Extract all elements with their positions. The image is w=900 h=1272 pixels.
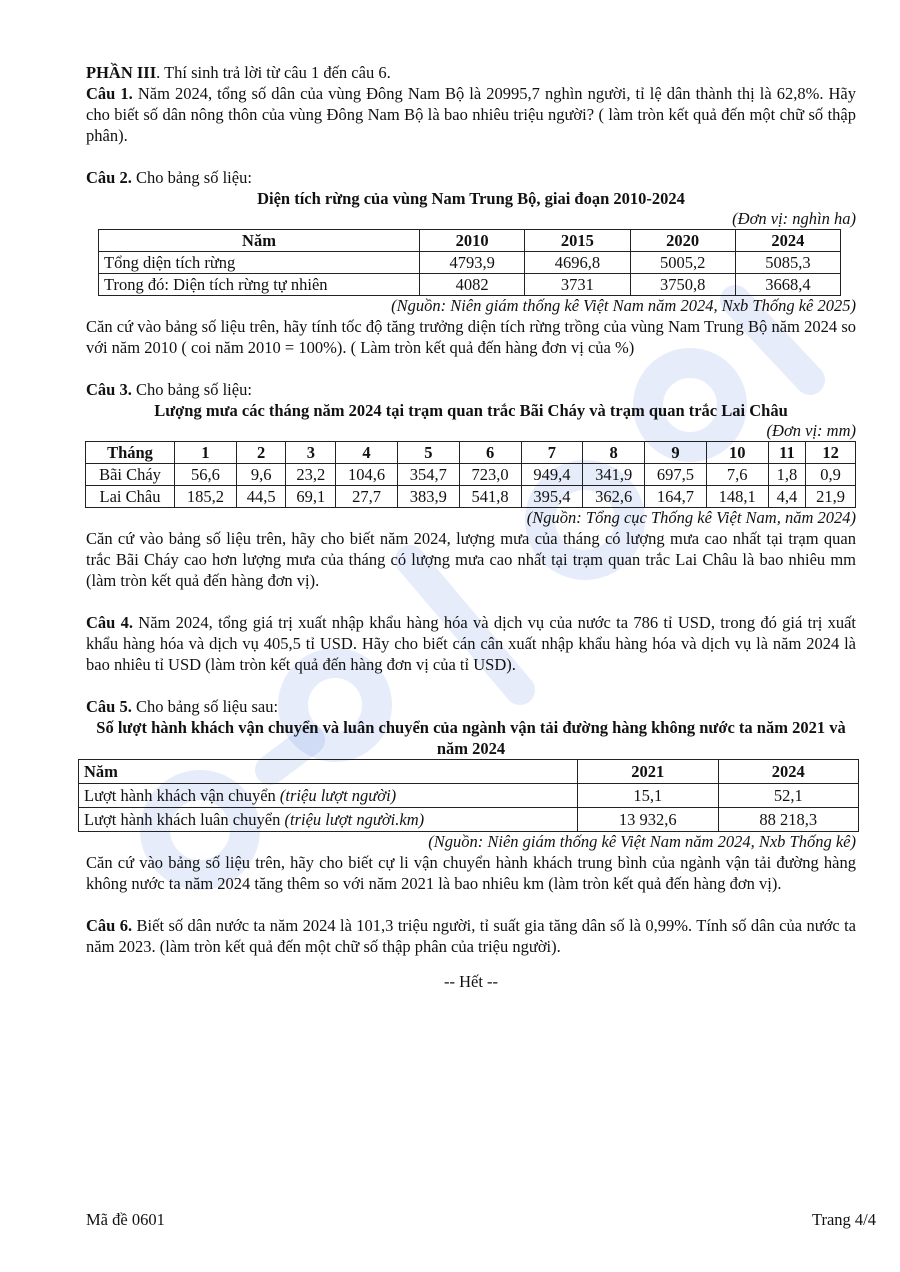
question-6: Câu 6. Biết số dân nước ta năm 2024 là 101,3 triệu người, tỉ suất gia tăng dân số là 0,99%. Tính số dân của nước ta năm 2023. (làm tròn kết quả đến một chữ số thập phân của triệu người). (86, 916, 857, 956)
question-1: Câu 1. Năm 2024, tổng số dân của vùng Đông Nam Bộ là 20995,7 nghìn người, tỉ lệ dân thành thị là 62,8%. Hãy cho biết số dân nông thôn của vùng Đông Nam Bộ là bao nhiêu triệu người? ( làm tròn kết quả đến một chữ số thập phân). (86, 84, 857, 145)
section-heading: PHẦN III. Thí sinh trả lời từ câu 1 đến câu 6. (86, 63, 391, 82)
table-2-unit: (Đơn vị: nghìn ha) (732, 209, 856, 228)
question-3-text: Căn cứ vào bảng số liệu trên, hãy cho biết năm 2024, lượng mưa của tháng có lượng mưa cao nhất tại trạm quan trắc Bãi Cháy cao hơn lượng mưa của tháng có lượng mưa cao nhất tại trạm quan trắc Lai Châu là bao nhiêu mm (làm tròn kết quả đến hàng đơn vị). (86, 529, 856, 590)
question-5-text: Căn cứ vào bảng số liệu trên, hãy cho biết cự li vận chuyển hành khách trung bình của ngành vận tải đường hàng không nước ta năm 2024 tăng thêm so với năm 2021 là bao nhiêu km (làm tròn kết quả đến hàng đơn vị). (86, 853, 856, 893)
table-3-title: Lượng mưa các tháng năm 2024 tại trạm quan trắc Bãi Cháy và trạm quan trắc Lai Châu (154, 401, 788, 420)
question-4: Câu 4. Năm 2024, tổng giá trị xuất nhập khẩu hàng hóa và dịch vụ của nước ta 786 tỉ USD, trong đó giá trị xuất khẩu hàng hóa và dịch vụ 405,5 tỉ USD. Hãy cho biết cán cân xuất nhập khẩu hàng hóa và dịch vụ là năm 2024 là bao nhiêu tỉ USD (làm tròn kết quả đến hàng đơn vị của tỉ USD). (86, 613, 856, 674)
question-3-intro: Câu 3. Cho bảng số liệu: (86, 380, 252, 399)
table-row: Bãi Cháy 56,6 9,6 23,2 104,6 354,7 723,0 949,4 341,9 697,5 7,6 1,8 0,9 (86, 464, 856, 486)
question-5-intro: Câu 5. Cho bảng số liệu sau: (86, 697, 279, 716)
table-row: Lượt hành khách vận chuyển (triệu lượt người) 15,1 52,1 (79, 784, 859, 808)
table-row: Trong đó: Diện tích rừng tự nhiên 4082 3731 3750,8 3668,4 (99, 274, 841, 296)
table-2-title: Diện tích rừng của vùng Nam Trung Bộ, giai đoạn 2010-2024 (257, 189, 685, 208)
table-5-source: (Nguồn: Niên giám thống kê Việt Nam năm 2024, Nxb Thống kê) (428, 832, 856, 851)
question-2-intro: Câu 2. Cho bảng số liệu: (86, 168, 252, 187)
air-passenger-table (78, 759, 859, 832)
table-header-row: Năm 2021 2024 (79, 760, 859, 784)
table-header-row: Năm 2010 2015 2020 2024 (99, 230, 841, 252)
forest-area-table (98, 229, 841, 296)
exam-page (86, 62, 856, 992)
end-marker: -- Hết -- (443, 972, 499, 991)
page-number: Trang 4/4 (811, 1210, 876, 1229)
table-row: Lai Châu 185,2 44,5 69,1 27,7 383,9 541,8 395,4 362,6 164,7 148,1 4,4 21,9 (86, 486, 856, 508)
table-5-title: Số lượt hành khách vận chuyển và luân chuyển của ngành vận tải đường hàng không nước ta năm 2021 và năm 2024 (96, 718, 846, 758)
table-row: Lượt hành khách luân chuyển (triệu lượt người.km) 13 932,6 88 218,3 (79, 808, 859, 832)
table-row: Tổng diện tích rừng 4793,9 4696,8 5005,2 5085,3 (99, 252, 841, 274)
exam-code: Mã đề 0601 (86, 1210, 165, 1229)
table-header-row: Tháng 1 2 3 4 5 6 7 8 9 10 11 12 (86, 442, 856, 464)
table-2-source: (Nguồn: Niên giám thống kê Việt Nam năm 2024, Nxb Thống kê 2025) (391, 296, 856, 315)
table-3-unit: (Đơn vị: mm) (766, 421, 856, 440)
table-3-source: (Nguồn: Tổng cục Thống kê Việt Nam, năm 2024) (526, 508, 856, 527)
rainfall-table (85, 441, 856, 508)
question-2-text: Căn cứ vào bảng số liệu trên, hãy tính tốc độ tăng trưởng diện tích rừng trồng của vùng Nam Trung Bộ năm 2024 so với năm 2010 ( coi năm 2010 = 100%). ( Làm tròn kết quả đến hàng đơn vị của %) (86, 317, 856, 357)
